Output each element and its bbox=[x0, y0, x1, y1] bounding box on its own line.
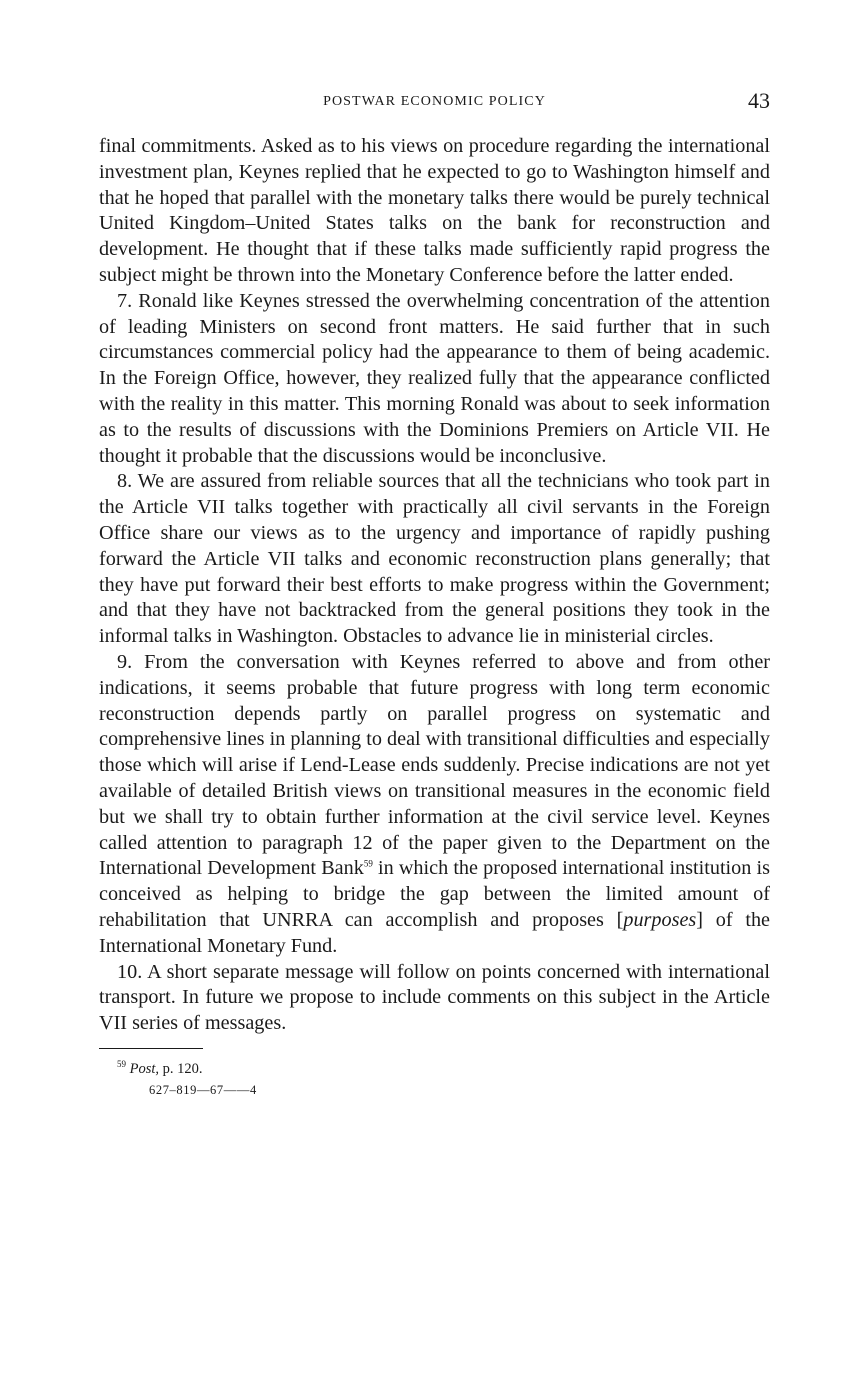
footnote-marker: 59 bbox=[117, 1059, 126, 1070]
footnote bbox=[117, 1059, 770, 1079]
paragraph-7: 7. Ronald like Keynes stressed the overwhelming concentration of the attention of leading Ministers on second front matters. He said further that in such circumstances commercial policy had the appearance to them of being academic. In the Foreign Office, however, they realized fully that the appearance conflicted with the reality in this matter. This morning Ronald was about to seek information as to the results of discussions with the Dominions Premiers on Article VII. He thought it probable that the discussions would be inconclusive. bbox=[99, 289, 770, 467]
paragraph-continuation: final commitments. Asked as to his views on procedure regarding the international investment plan, Keynes replied that he expected to go to Washington himself and that he hoped that parallel with the monetary talks there would be purely technical United Kingdom–United States talks on the bank for reconstruction and development. He thought that if these talks made sufficiently rapid progress the subject might be thrown into the Monetary Conference before the latter ended. bbox=[99, 135, 770, 286]
paragraph-9 bbox=[99, 650, 770, 960]
body-text bbox=[99, 134, 770, 1037]
printer-code: 627–819—67——4 bbox=[149, 1082, 257, 1097]
editorial-insertion: purposes bbox=[623, 908, 697, 931]
footnote-text: p. 120. bbox=[159, 1060, 203, 1077]
footnote-divider bbox=[99, 1048, 203, 1049]
running-head bbox=[99, 88, 770, 118]
paragraph-8: 8. We are assured from reliable sources that all the technicians who took part in the Article VII talks together with practically all civil servants in the Foreign Office share our views as to the urgency and importance of rapidly pushing forward the Article VII talks and economic reconstruction plans generally; that they have put forward their best efforts to make progress within the Government; and that they have not backtracked from the general positions they took in the informal talks in Washington. Obstacles to advance lie in ministerial circles. bbox=[99, 470, 770, 648]
bracket-open: [ bbox=[616, 908, 624, 931]
paragraph-9-text-c: of the International Monetary Fund. bbox=[99, 908, 770, 957]
paragraph-10: 10. A short separate message will follow on points concerned with international transport. In future we propose to include comments on this subject in the Article VII series of messages. bbox=[99, 960, 770, 1035]
paragraph-9-text-b: in which the proposed international institution is conceived as helping to bridge the gap between the limited amount of rehabilitation that UNRRA can accomplish and proposes bbox=[99, 857, 770, 931]
footnote-reference: 59 bbox=[363, 858, 373, 869]
paragraph-9-text-a: 9. From the conversation with Keynes referred to above and from other indications, it seems probable that future progress with long term economic reconstruction depends partly on parallel progress on systematic and comprehensive lines in planning to deal with transitional difficulties and especially those which will arise if Lend-Lease ends suddenly. Precise indications are not yet available of detailed British views on transitional measures in the economic field but we shall try to obtain further information at the civil service level. Keynes called attention to paragraph 12 of the paper given to the Department on the International Development Bank bbox=[99, 650, 770, 880]
running-title: POSTWAR ECONOMIC POLICY bbox=[323, 94, 546, 109]
page bbox=[99, 88, 770, 1098]
bracket-close: ] bbox=[696, 908, 703, 931]
page-number: 43 bbox=[748, 88, 770, 113]
footnote-source: Post, bbox=[129, 1060, 160, 1077]
